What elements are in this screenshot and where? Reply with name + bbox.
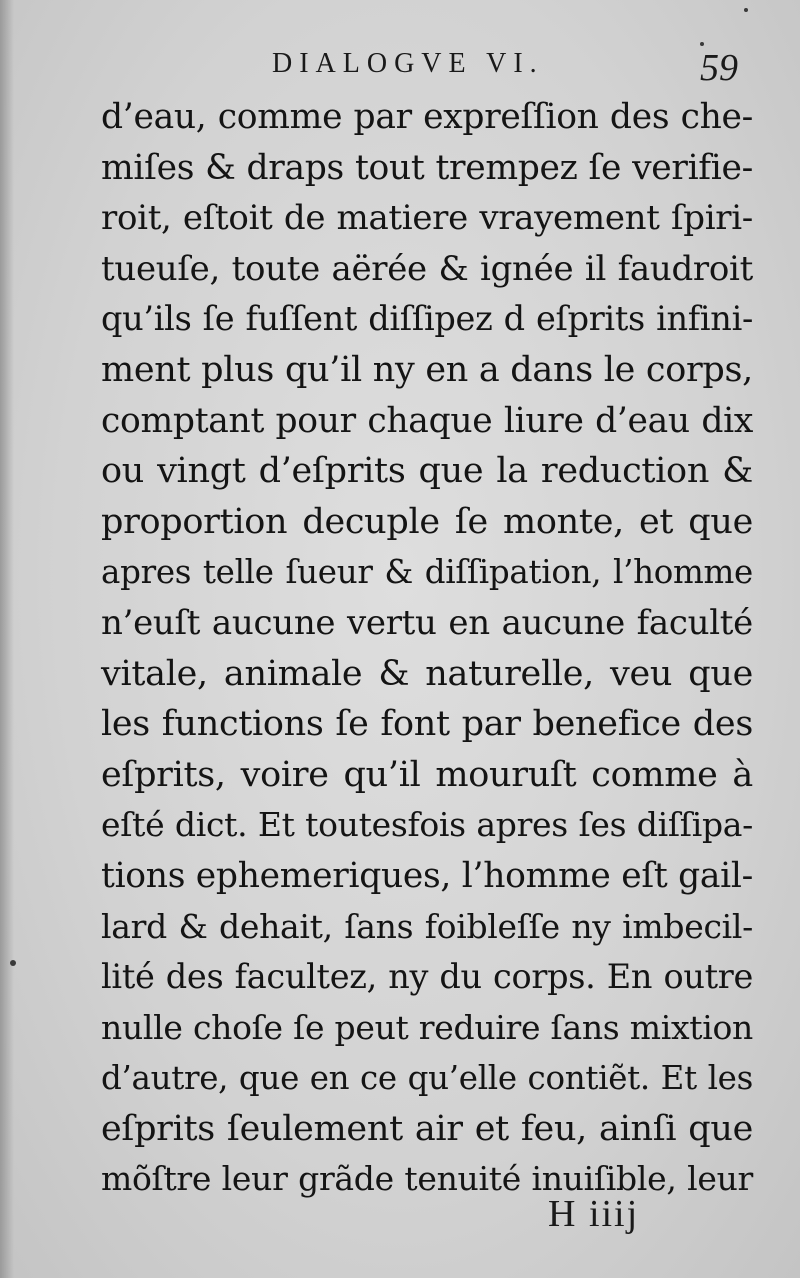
text-line: eſprits ſeulement air et feu, ainſi que	[101, 1108, 753, 1149]
text-line: d’eau, comme par expreſſion des che-	[101, 97, 753, 137]
text-line: miſes & draps tout trempez ſe verifie-	[101, 147, 753, 188]
page-gutter-shadow	[0, 0, 14, 1278]
text-line: eſté dict. Et toutesfois apres ſes diſſipa-	[101, 805, 753, 845]
text-line: tueuſe, toute aërée & ignée il faudroit	[101, 248, 753, 289]
text-line: comptant pour chaque liure d’eau dix	[101, 400, 753, 441]
text-line: les functions ſe font par benefice des	[101, 704, 753, 745]
text-line: nulle choſe ſe peut reduire ſans mixtion	[101, 1007, 753, 1047]
body-text	[101, 92, 753, 1205]
text-line: ment plus qu’il ny en a dans le corps,	[101, 349, 753, 390]
text-line: lard & dehait, ſans foibleſſe ny imbecil-	[101, 906, 753, 946]
ink-speck	[10, 960, 16, 966]
page-number: 59	[700, 47, 738, 89]
ink-speck	[700, 42, 704, 46]
text-line: roit, eſtoit de matiere vrayement ſpiri-	[101, 198, 753, 239]
text-line: lité des facultez, ny du corps. En outre	[101, 957, 753, 997]
text-line: mõſtre leur grãde tenuité inuiſible, leur	[101, 1159, 753, 1199]
ink-speck	[744, 8, 748, 12]
text-line: proportion decuple ſe monte, et que	[101, 501, 753, 542]
text-line: d’autre, que en ce qu’elle contiẽt. Et les	[101, 1059, 753, 1098]
text-line: eſprits, voire qu’il mouruſt comme à	[101, 754, 753, 795]
text-line: n’euſt aucune vertu en aucune faculté	[101, 602, 753, 643]
text-line: ou vingt d’eſprits que la reduction &	[101, 451, 753, 492]
text-line: tions ephemeriques, l’homme eſt gail-	[101, 855, 753, 896]
text-line: vitale, animale & naturelle, veu que	[101, 653, 753, 694]
running-head: DIALOGVE VI.	[272, 48, 544, 79]
text-line: qu’ils ſe fuſſent diſſipez d eſprits infini-	[101, 299, 753, 339]
signature-mark: H iiij	[548, 1193, 640, 1235]
text-line: apres telle ſueur & diſſipation, l’homme	[101, 553, 753, 592]
